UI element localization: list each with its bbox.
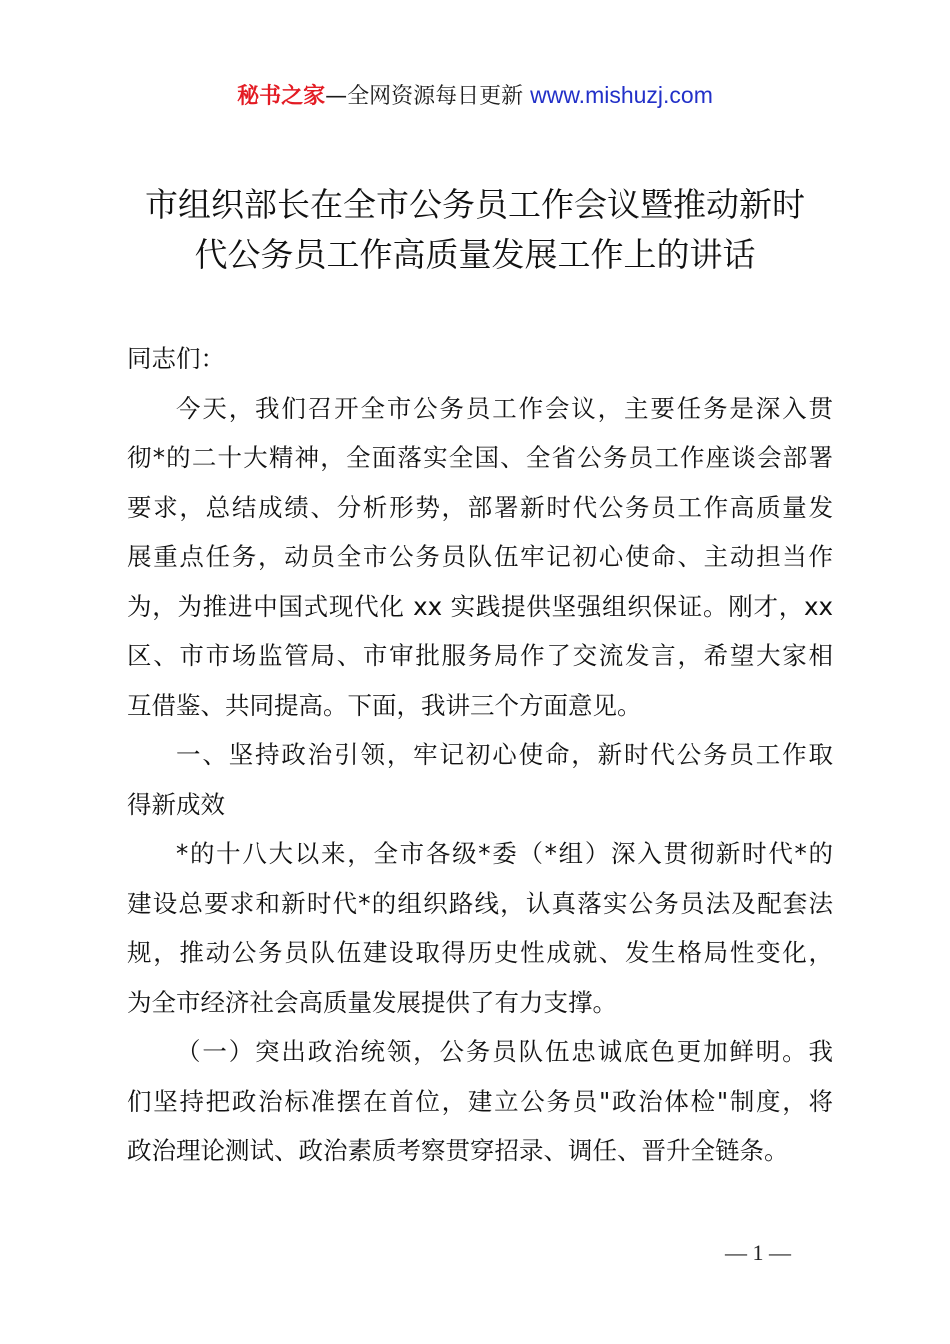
paragraph-line: 今天，我们召开全市公务员工作会议，主要任务是深入贯 bbox=[176, 393, 833, 423]
paragraph-line: 建设总要求和新时代*的组织路线，认真落实公务员法及配套法 bbox=[127, 888, 833, 918]
paragraph-line: 要求，总结成绩、分析形势，部署新时代公务员工作高质量发 bbox=[127, 492, 833, 522]
paragraph-line: （一）突出政治统领，公务员队伍忠诚底色更加鲜明。我 bbox=[176, 1037, 833, 1066]
paragraph-line: 互借鉴、共同提高。下面，我讲三个方面意见。 bbox=[127, 690, 642, 720]
website-link[interactable]: www.mishuzj.com bbox=[530, 82, 713, 108]
paragraph-line: 规，推动公务员队伍建设取得历史性成就、发生格局性变化， bbox=[127, 938, 833, 967]
title-line: 代公务员工作高质量发展工作上的讲话 bbox=[194, 235, 756, 274]
paragraph-line: 为，为推进中国式现代化 xx 实践提供坚强组织保证。刚才，xx bbox=[127, 591, 833, 621]
section-heading-line: 得新成效 bbox=[127, 789, 225, 819]
title-line: 市组织部长在全市公务员工作会议暨推动新时 bbox=[145, 185, 805, 224]
paragraph-line: 们坚持把政治标准摆在首位，建立公务员"政治体检"制度，将 bbox=[127, 1086, 833, 1116]
salutation: 同志们： bbox=[127, 344, 225, 373]
document-body bbox=[127, 334, 833, 1176]
brand-name: 秘书之家 bbox=[237, 84, 326, 109]
page-number: — 1 — bbox=[725, 1240, 791, 1265]
paragraph-line: 区、市市场监管局、市审批服务局作了交流发言，希望大家相 bbox=[127, 641, 833, 670]
paragraph-line: 为全市经济社会高质量发展提供了有力支撑。 bbox=[127, 987, 617, 1017]
banner-slogan: —全网资源每日更新 bbox=[325, 84, 531, 109]
document-title bbox=[118, 180, 832, 280]
paragraph-line: 展重点任务，动员全市公务员队伍牢记初心使命、主动担当作 bbox=[127, 542, 833, 571]
paragraph-line: 彻*的二十大精神，全面落实全国、全省公务员工作座谈会部署 bbox=[127, 443, 833, 472]
paragraph-line: *的十八大以来，全市各级*委（*组）深入贯彻新时代*的 bbox=[176, 839, 833, 868]
site-banner bbox=[0, 80, 950, 112]
paragraph-line: 政治理论测试、政治素质考察贯穿招录、调任、晋升全链条。 bbox=[127, 1136, 789, 1165]
section-heading-line: 一、坚持政治引领，牢记初心使命，新时代公务员工作取 bbox=[176, 740, 833, 769]
